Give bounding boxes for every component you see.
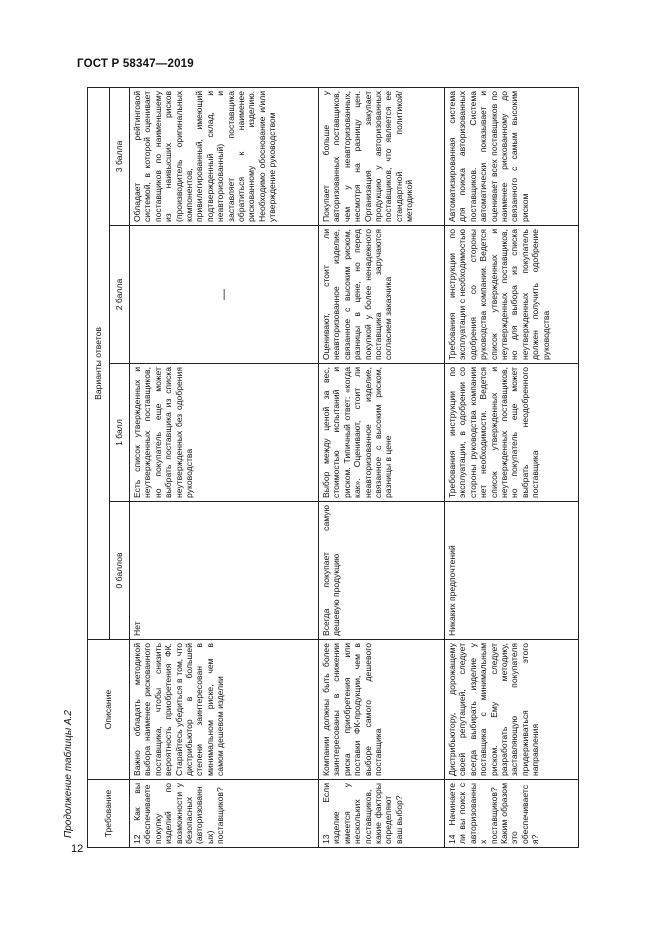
description-cell: Важно обладать методикой выбора наименее рискованного поставщика, чтобы снизить вероятность приобретения ФК. Старайтесь убедиться в том, что дистрибьютор в большей степени заинтересован в минимальном риске, чем в самом дешевом изделии xyxy=(130,640,319,780)
answer-3-cell: Обладает рейтинговой системой, в которой оценивает поставщиков по наименьшему из наивысших рисков (производитель оригинальных компонентов, привилегированный, имеющий подтвержденный склад, и неавторизованный) и заставляет поставщика обратиться к наименее рискованному изделию. Необходимо обоснование и/или утверждение руководством xyxy=(130,87,319,225)
header-requirement: Требование xyxy=(88,780,130,848)
table-caption: Продолжение таблицы А.2 xyxy=(63,710,74,838)
answer-3-cell: Автоматизированная система для поиска авторизованных поставщиков. Система автоматически показывает и оценивает всех поставщиков по наименее рискованному до связанного с самым высоким риском xyxy=(445,87,579,225)
answer-2-cell: — xyxy=(130,226,319,364)
table-row xyxy=(130,87,319,847)
header-variants: Варианты ответов xyxy=(88,87,110,639)
page-number: 12 xyxy=(71,843,84,855)
answer-1-cell: Есть список утвержденных и неутвержденных поставщиков, но покупатель еще может выбрать поставщика из списка неутвержденных без одобрения руководства xyxy=(130,364,319,502)
header-score-2: 2 балла xyxy=(110,226,130,364)
document-header: ГОСТ Р 58347—2019 xyxy=(77,58,194,70)
answer-2-cell: Оценивают, стоит ли неавторизованное изделие, связанное с высоким риском, разницы в цене, но перед покупкой у более ненадежного поставщика заручаются согласием заказчика xyxy=(319,226,445,364)
header-score-1: 1 балл xyxy=(110,364,130,502)
table-row xyxy=(319,87,445,847)
requirement-cell: 14 Начинаете ли вы поиск с авторизованных поставщиков? Каким образом это обеспечивается? xyxy=(445,780,579,848)
description-cell: Дистрибьютору, дорожащему своей репутацией, следует всегда выбирать изделие у поставщика с минимальным риском. Ему следует разработать методику, заставляющую покупателя придерживаться этого направления xyxy=(445,640,579,780)
answer-1-cell: Требования инструкции по эксплуатации, в одобрении со стороны руководства компании нет необходимости. Ведется список утвержденных и неутвержденных поставщиков, но покупатель еще может выбрать неодобренного поставщика xyxy=(445,364,579,502)
table-container xyxy=(87,88,578,848)
requirement-cell: 12 Как вы обеспечиваете покупку изделий по возможности у безопасных (авторизованных) поставщиков? xyxy=(130,780,319,848)
table-row xyxy=(445,87,579,847)
answer-0-cell: Нет xyxy=(130,502,319,640)
answer-0-cell: Никаких предпочтений xyxy=(445,502,579,640)
answer-2-cell: Требования инструкции по эксплуатации с необходимостью одобрения со стороны руководства компании. Ведется список утвержденных и неутвержденных поставщиков, но для выбора из списка неутвержденных покупатель должен получить одобрение руководства xyxy=(445,226,579,364)
description-cell: Компании должны быть более заинтересованы в снижении риска приобретения или поставки ФК-продукции, чем в выборе самого дешевого поставщика xyxy=(319,640,445,780)
answer-0-cell: Всегда покупает самую дешевую продукцию xyxy=(319,502,445,640)
answer-3-cell: Покупает больше у авторизованных поставщиков, чем у неавторизованных, несмотря на разницу цен. Организация закупает продукцию у авторизованных поставщиков, что является ее стандартной политикой/методикой xyxy=(319,87,445,225)
header-score-0: 0 баллов xyxy=(110,502,130,640)
answer-1-cell: Выбор между ценой за вес, стоимостью испытаний и риском. Типичный ответ: «когда как». Оценивают, стоит ли неавторизованное изделие, связанное с высоким риском, разницы в цене xyxy=(319,364,445,502)
header-description: Описание xyxy=(88,640,130,780)
table-header-row xyxy=(88,87,110,847)
requirement-cell: 13 Если изделие имеется у нескольких поставщиков, какие факторы определяют ваш выбор? xyxy=(319,780,445,848)
header-score-3: 3 балла xyxy=(110,87,130,225)
requirements-table xyxy=(87,87,579,848)
